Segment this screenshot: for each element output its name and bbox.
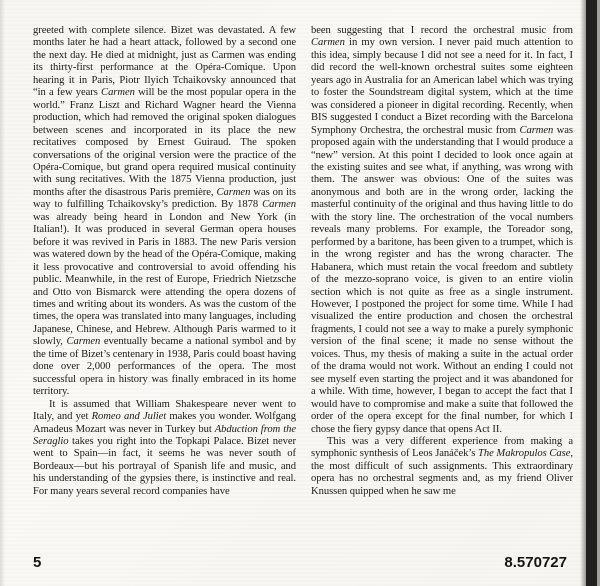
text-run: It is assumed that William Shakespeare never went to Italy, and yet — [33, 398, 296, 423]
italic-text-run: Carmen — [66, 336, 101, 348]
text-run: greeted with complete silence. Bizet was devastated. A few months later he had a heart attack, followed by a second one the next day. He died at midnight, just as Carmen was ending its thirty-first performance at the Opéra-Comique. Upon hearing it in Paris, Piotr Ilyich Tchaikovsky announced that “in a few years — [33, 25, 296, 99]
page-number: 5 — [33, 554, 42, 571]
paragraph — [311, 436, 573, 498]
scan-edge-right-gradient — [580, 0, 586, 586]
text-run: been suggesting that I record the orchestral music from — [311, 25, 573, 36]
italic-text-run: The Makropulos Case — [478, 448, 571, 460]
italic-text-run: Carmen — [216, 186, 251, 198]
italic-text-run: Carmen — [519, 124, 554, 136]
text-run: was on its way to fulfilling Tchaikovsky’s prediction. By 1878 — [33, 186, 296, 211]
italic-text-run: Romeo and Juliet — [91, 411, 167, 423]
italic-text-run: Carmen — [311, 37, 345, 49]
paragraph — [311, 25, 573, 436]
text-run: makes you wonder. Wolfgang Amadeus Mozart was never in Turkey but — [33, 411, 296, 435]
text-run: will be the most popular opera in the world.” Franz Liszt and Richard Wagner heard the Vienna production, which had removed the original spoken dialogues between scenes and incorporated in its place the new recitatives composed by Ernest Guiraud. The spoken conversations of the original version were the practice of the Opéra-Comique, but grand opera required musical continuity with sung recitatives. With the 1875 Vienna production, just months after the disastrous Paris première, — [33, 87, 296, 198]
italic-text-run: Carmen — [262, 199, 296, 211]
text-run: was proposed again with the understanding that I would produce a “new” version. At this point I decided to look once again at the existing suites and see what, if anything, was wrong with them. The answer was obvious: One of the suites was anonymous and both are in the wrong order, lacking the masterful continuity of the original and thus having little to do with the story line. The orchestration of the vocal numbers reveals many problems. For example, the Toreador song, performed by a baritone, has been given to a trumpet, which is in the wrong register and has the wrong character. The Habanera, which must retain the vocal freedom and subtlety of the mezzo-soprano voice, is given to an entire violin section which is not quite as free as a single instrument. However, I postponed the project for some time. While I had visualized the entire production and chosen the orchestral fragments, I could not see a way to make a purely symphonic version of the final scene; it made no sense without the voices. Thus, my thesis of making a suite in the actual order of the drama would not work. Without an ending I could not see myself even starting the project and it was abandoned for a while. With time, however, I began to accept the fact that I would have to compromise and make a suite that followed the order of the opera except for the final number, for which I chose the fiery gypsy dance that opens Act II. — [311, 124, 573, 435]
text-columns — [33, 25, 573, 552]
scan-edge-right-dark-band — [586, 0, 597, 586]
text-run: in my own version. I never paid much attention to this idea, simply because I did not see a need for it. In fact, I did record the well-known orchestral suites some eighteen years ago in Australia for an American label which was trying to foster the Soundstream digital system, which at the time was considered a pioneer in digital recording. Recently, when BIS suggested I conduct a Bizet recording with the Barcelona Symphony Orchestra, the orchestral music from — [311, 37, 573, 136]
text-column-right — [311, 25, 573, 552]
text-run: eventually became a national symbol and by the time of Bizet’s centenary in 1938, Paris could boast having done over 2,000 performances of the opera. The most successful opera in history was finally embraced in its home territory. — [33, 336, 296, 398]
text-run: was already being heard in London and New York (in Italian!). It was produced in several German opera houses before it was revived in Paris in 1883. The new Paris version was watered down by the head of the Opéra-Comique, making it less provocative and controversial to avoid offending his public. Meanwhile, in the rest of Europe, Friedrich Nietzsche and Otto von Bismarck were attending the opera dozens of times and writing about its wonders. As was the custom of the times, the opera was translated into many languages, including Japanese, Chinese, and Hebrew. Although Paris warmed to it slowly, — [33, 211, 296, 348]
paragraph — [33, 25, 296, 399]
italic-text-run: Carmen — [101, 87, 135, 99]
italic-text-run: Abduction from the Seraglio — [33, 423, 296, 447]
page-footer — [33, 554, 567, 571]
paragraph — [33, 399, 296, 499]
text-run: , the most difficult of such assignments. This extraordinary opera has no orchestral segments and, as my friend Oliver Knussen quipped when he saw me — [311, 448, 573, 497]
catalog-number: 8.570727 — [504, 554, 567, 571]
text-run: This was a very different experience from making a symphonic synthesis of Leos Janáček’s — [311, 435, 573, 460]
text-column-left — [33, 25, 296, 552]
text-run: takes you right into the Topkapi Palace. Bizet never went to Spain—in fact, it seems he was never south of Bordeaux—but his portrayal of Spanish life and music, and his understanding of the gypsies there, is instinctive and real. For many years several record companies have — [33, 435, 296, 497]
scan-edge-left-shadow — [0, 0, 5, 586]
